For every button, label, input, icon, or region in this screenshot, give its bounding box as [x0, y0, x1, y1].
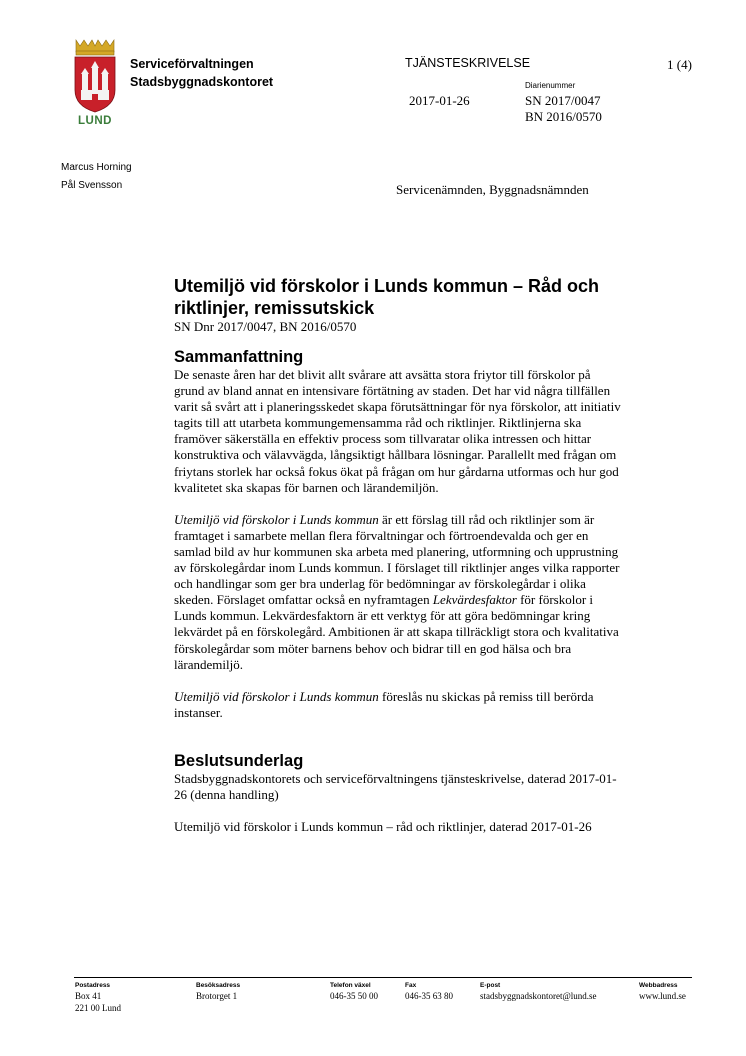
org-name-line1: Serviceförvaltningen: [130, 57, 254, 71]
footer-divider: [74, 977, 692, 978]
diarie-label: Diarienummer: [525, 81, 576, 90]
document-date: 2017-01-26: [409, 93, 470, 108]
footer-value: 046-35 63 80: [405, 991, 453, 1001]
document-body: [174, 275, 624, 835]
paragraph-text: för förskolor i Lunds kommun. Lekvärdesfaktorn är ett verktyg för att göra bedömningar kring lekvärdet på en förskolegård. Ambitionen är att skapa tillräckligt stora och kvalitativa förskolegårdar som möter barnens behov och bidrar till en god hälsa och bra lärandemiljö.: [174, 592, 619, 672]
diarie-number-sn: SN 2017/0047: [525, 93, 601, 108]
paragraph-text: föreslås nu skickas på remiss till berörda instanser.: [174, 688, 594, 720]
document-title: Utemiljö vid förskolor i Lunds kommun – Råd och riktlinjer, remissutskick: [174, 276, 600, 318]
org-name-line2: Stadsbyggnadskontoret: [130, 75, 274, 89]
logo-wordmark: LUND: [78, 115, 112, 127]
basis-heading: Beslutsunderlag: [174, 751, 304, 770]
footer-epost: [480, 982, 597, 1002]
footer-label: Webbadress: [639, 982, 678, 989]
footer-web-link[interactable]: www.lund.se: [639, 991, 686, 1001]
footer-postadress: [75, 982, 121, 1014]
summary-paragraph: [174, 512, 624, 673]
footer-label: Besöksadress: [196, 982, 241, 989]
footer-label: Postadress: [75, 982, 111, 989]
author-name: Marcus Horning: [61, 162, 132, 173]
document-type: TJÄNSTESKRIVELSE: [405, 56, 531, 70]
document-reference: Utemiljö vid förskolor i Lunds kommun: [174, 688, 379, 704]
footer-besoksadress: [196, 982, 240, 1002]
recipient: Servicenämnden, Byggnadsnämnden: [396, 182, 589, 197]
author-name: Pål Svensson: [61, 180, 123, 191]
basis-item: Stadsbyggnadskontorets och serviceförvaltningens tjänsteskrivelse, daterad 2017-01-26 (denna handling): [174, 770, 617, 802]
footer-value: 046-35 50 00: [330, 991, 378, 1001]
document-subtitle: SN Dnr 2017/0047, BN 2016/0570: [174, 319, 357, 334]
diarie-number-bn: BN 2016/0570: [525, 109, 602, 124]
footer-webb: [639, 982, 686, 1002]
summary-paragraph: [174, 689, 624, 721]
footer-telefon: [330, 982, 378, 1002]
footer-label: Fax: [405, 982, 417, 989]
paragraph-text: är ett förslag till råd och riktlinjer som är framtaget i samarbete mellan flera förvaltningar och förtroendevalda och ger en samlad bild av hur kommunen ska arbeta med planering, utformning och upprustning av förskolegårdar inom Lunds kommun. I förslaget till riktlinjer anges vilka rapporter och handlingar som ger bra underlag för bedömningar av förskolegårdar i olika skeden. Förslaget omfattar också en nyframtagen: [174, 511, 620, 608]
footer-email-link[interactable]: stadsbyggnadskontoret@lund.se: [480, 991, 597, 1001]
footer-fax: [405, 982, 453, 1002]
basis-item: Utemiljö vid förskolor i Lunds kommun – råd och riktlinjer, daterad 2017-01-26: [174, 819, 592, 835]
summary-heading: Sammanfattning: [174, 348, 304, 366]
footer-value: Brotorget 1: [196, 991, 238, 1001]
summary-paragraph: De senaste åren har det blivit allt svårare att avsätta stora friytor till förskolor på grund av bland annat en intensivare förtätning av staden. Det har vid några tillfällen varit så svårt att i planeringsskedet skapa förutsättningar för nya förskolor, att initiativ tagits till att utarbeta kommungemensamma råd och riktlinjer. Riktlinjerna ska framöver säkerställa en effektiv process som tillvaratar olika intressen och hittar konstruktiva och välavvägda, långsiktigt hållbara lösningar. Parallellt med frågan om friytans storlek har också fokus ökat på frågan om hur gårdarna utformas och hur god kvalitetet ska skapas för barnen och lärandemiljön.: [174, 367, 621, 495]
footer-value: 221 00 Lund: [75, 1003, 121, 1013]
lekvardesfaktor-term: Lekvärdesfaktor: [432, 592, 517, 608]
footer-label: E-post: [480, 982, 501, 989]
page-number: 1 (4): [667, 57, 692, 72]
footer-label: Telefon växel: [330, 982, 371, 989]
footer-value: Box 41: [75, 991, 102, 1001]
document-reference: Utemiljö vid förskolor i Lunds kommun: [174, 511, 379, 527]
